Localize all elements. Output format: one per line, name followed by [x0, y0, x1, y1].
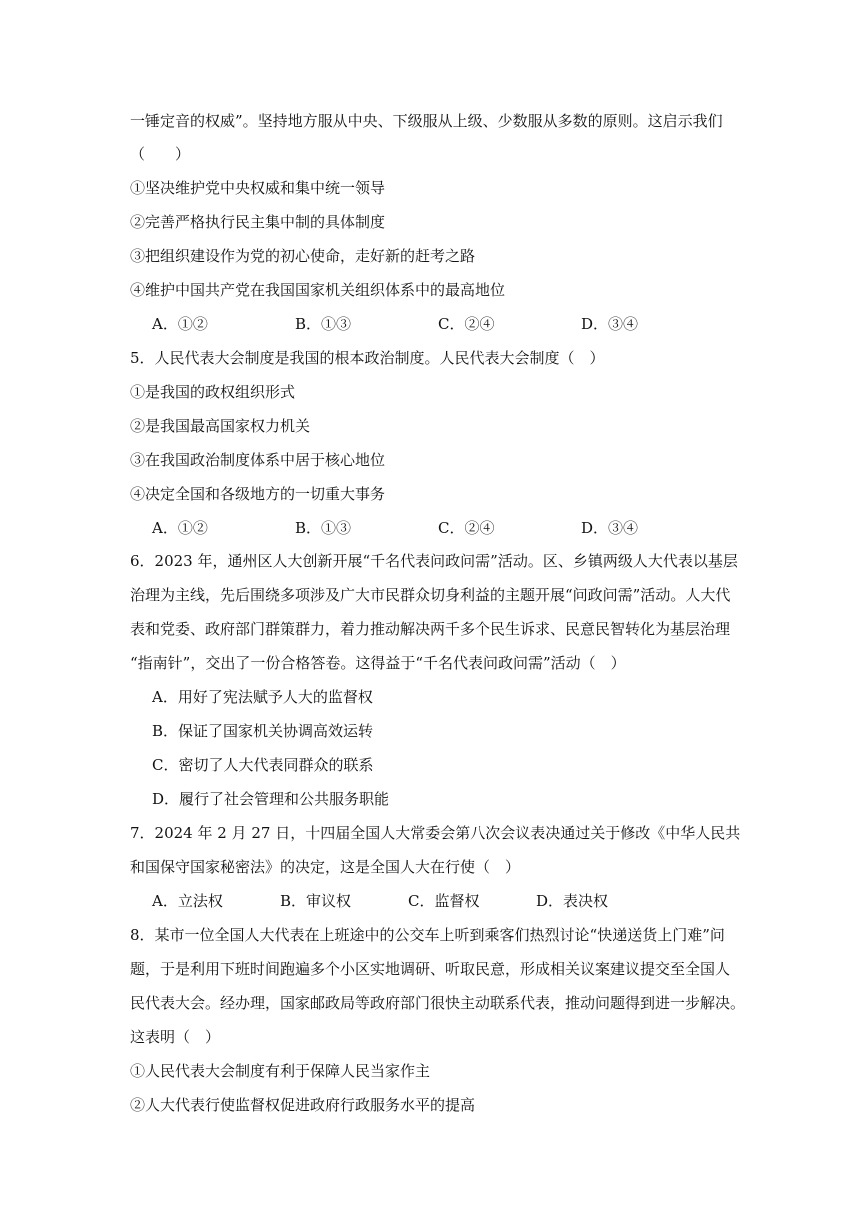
q5-item-3: ③在我国政治制度体系中居于核心地位	[130, 451, 386, 469]
q5-item-2: ②是我国最高国家权力机关	[130, 417, 311, 435]
q4-item-1: ①坚决维护党中央权威和集中统一领导	[130, 179, 386, 197]
q8-stem-line-3: 民代表大会。经办理，国家邮政局等政府部门很快主动联系代表，推动问题得到进一步解决。	[130, 994, 746, 1012]
q4-item-4: ④维护中国共产党在我国国家机关组织体系中的最高地位	[130, 281, 506, 299]
q5-option-c[interactable]: C．②④	[438, 519, 495, 537]
q7-options	[152, 890, 732, 912]
q6-stem-line-2: 治理为主线，先后围绕多项涉及广大市民群众切身利益的主题开展“问政问需”活动。人大代	[130, 586, 731, 604]
q8-stem-line-1: 8．某市一位全国人大代表在上班途中的公交车上听到乘客们热烈讨论“快递送货上门难”问	[130, 926, 725, 944]
q6-option-d[interactable]: D．履行了社会管理和公共服务职能	[152, 790, 390, 808]
q4-item-3: ③把组织建设作为党的初心使命，走好新的赶考之路	[130, 247, 476, 265]
q4-stem-end: 一锤定音的权威”。坚持地方服从中央、下级服从上级、少数服从多数的原则。这启示我们	[130, 112, 723, 130]
q8-item-1: ①人民代表大会制度有利于保障人民当家作主	[130, 1062, 431, 1080]
q5-option-b[interactable]: B．①③	[295, 519, 352, 537]
q4-option-c[interactable]: C．②④	[438, 315, 495, 333]
q8-stem-line-2: 题，于是利用下班时间跑遍多个小区实地调研、听取民意，形成相关议案建议提交至全国人	[130, 960, 731, 978]
q7-stem-line-2: 和国保守国家秘密法》的决定，这是全国人大在行使（ ）	[130, 858, 521, 876]
q7-option-a[interactable]: A．立法权	[152, 892, 223, 910]
q6-stem-line-4: “指南针”，交出了一份合格答卷。这得益于“千名代表问政问需”活动（ ）	[130, 654, 626, 672]
q5-option-a[interactable]: A．①②	[152, 519, 208, 537]
q5-option-d[interactable]: D．③④	[581, 519, 639, 537]
q4-item-2: ②完善严格执行民主集中制的具体制度	[130, 213, 386, 231]
q8-stem-line-4: 这表明（ ）	[130, 1028, 221, 1046]
q4-option-b[interactable]: B．①③	[295, 315, 352, 333]
q6-stem-line-3: 表和党委、政府部门群策群力，着力推动解决两千多个民生诉求、民意民智转化为基层治理	[130, 620, 731, 638]
q6-option-c[interactable]: C．密切了人大代表同群众的联系	[152, 756, 374, 774]
q7-option-c[interactable]: C．监督权	[408, 892, 480, 910]
q4-answer-paren: （ ）	[130, 145, 191, 163]
q4-option-a[interactable]: A．①②	[152, 315, 208, 333]
q4-options	[152, 313, 732, 335]
q7-stem-line-1: 7．2024 年 2 月 27 日，十四届全国人大常委会第八次会议表决通过关于修改《中华人民共	[130, 824, 741, 842]
q5-item-1: ①是我国的政权组织形式	[130, 383, 296, 401]
q5-item-4: ④决定全国和各级地方的一切重大事务	[130, 485, 386, 503]
q7-option-b[interactable]: B．审议权	[280, 892, 352, 910]
q6-stem-line-1: 6．2023 年，通州区人大创新开展“千名代表问政问需”活动。区、乡镇两级人大代表以基层	[130, 552, 738, 570]
q4-option-d[interactable]: D．③④	[581, 315, 639, 333]
q8-item-2: ②人大代表行使监督权促进政府行政服务水平的提高	[130, 1096, 476, 1114]
q6-option-a[interactable]: A．用好了宪法赋予人大的监督权	[152, 688, 373, 706]
q5-options	[152, 517, 732, 539]
q5-stem: 5．人民代表大会制度是我国的根本政治制度。人民代表大会制度（ ）	[130, 349, 605, 367]
q6-option-b[interactable]: B．保证了国家机关协调高效运转	[152, 722, 374, 740]
q7-option-d[interactable]: D．表决权	[536, 892, 609, 910]
